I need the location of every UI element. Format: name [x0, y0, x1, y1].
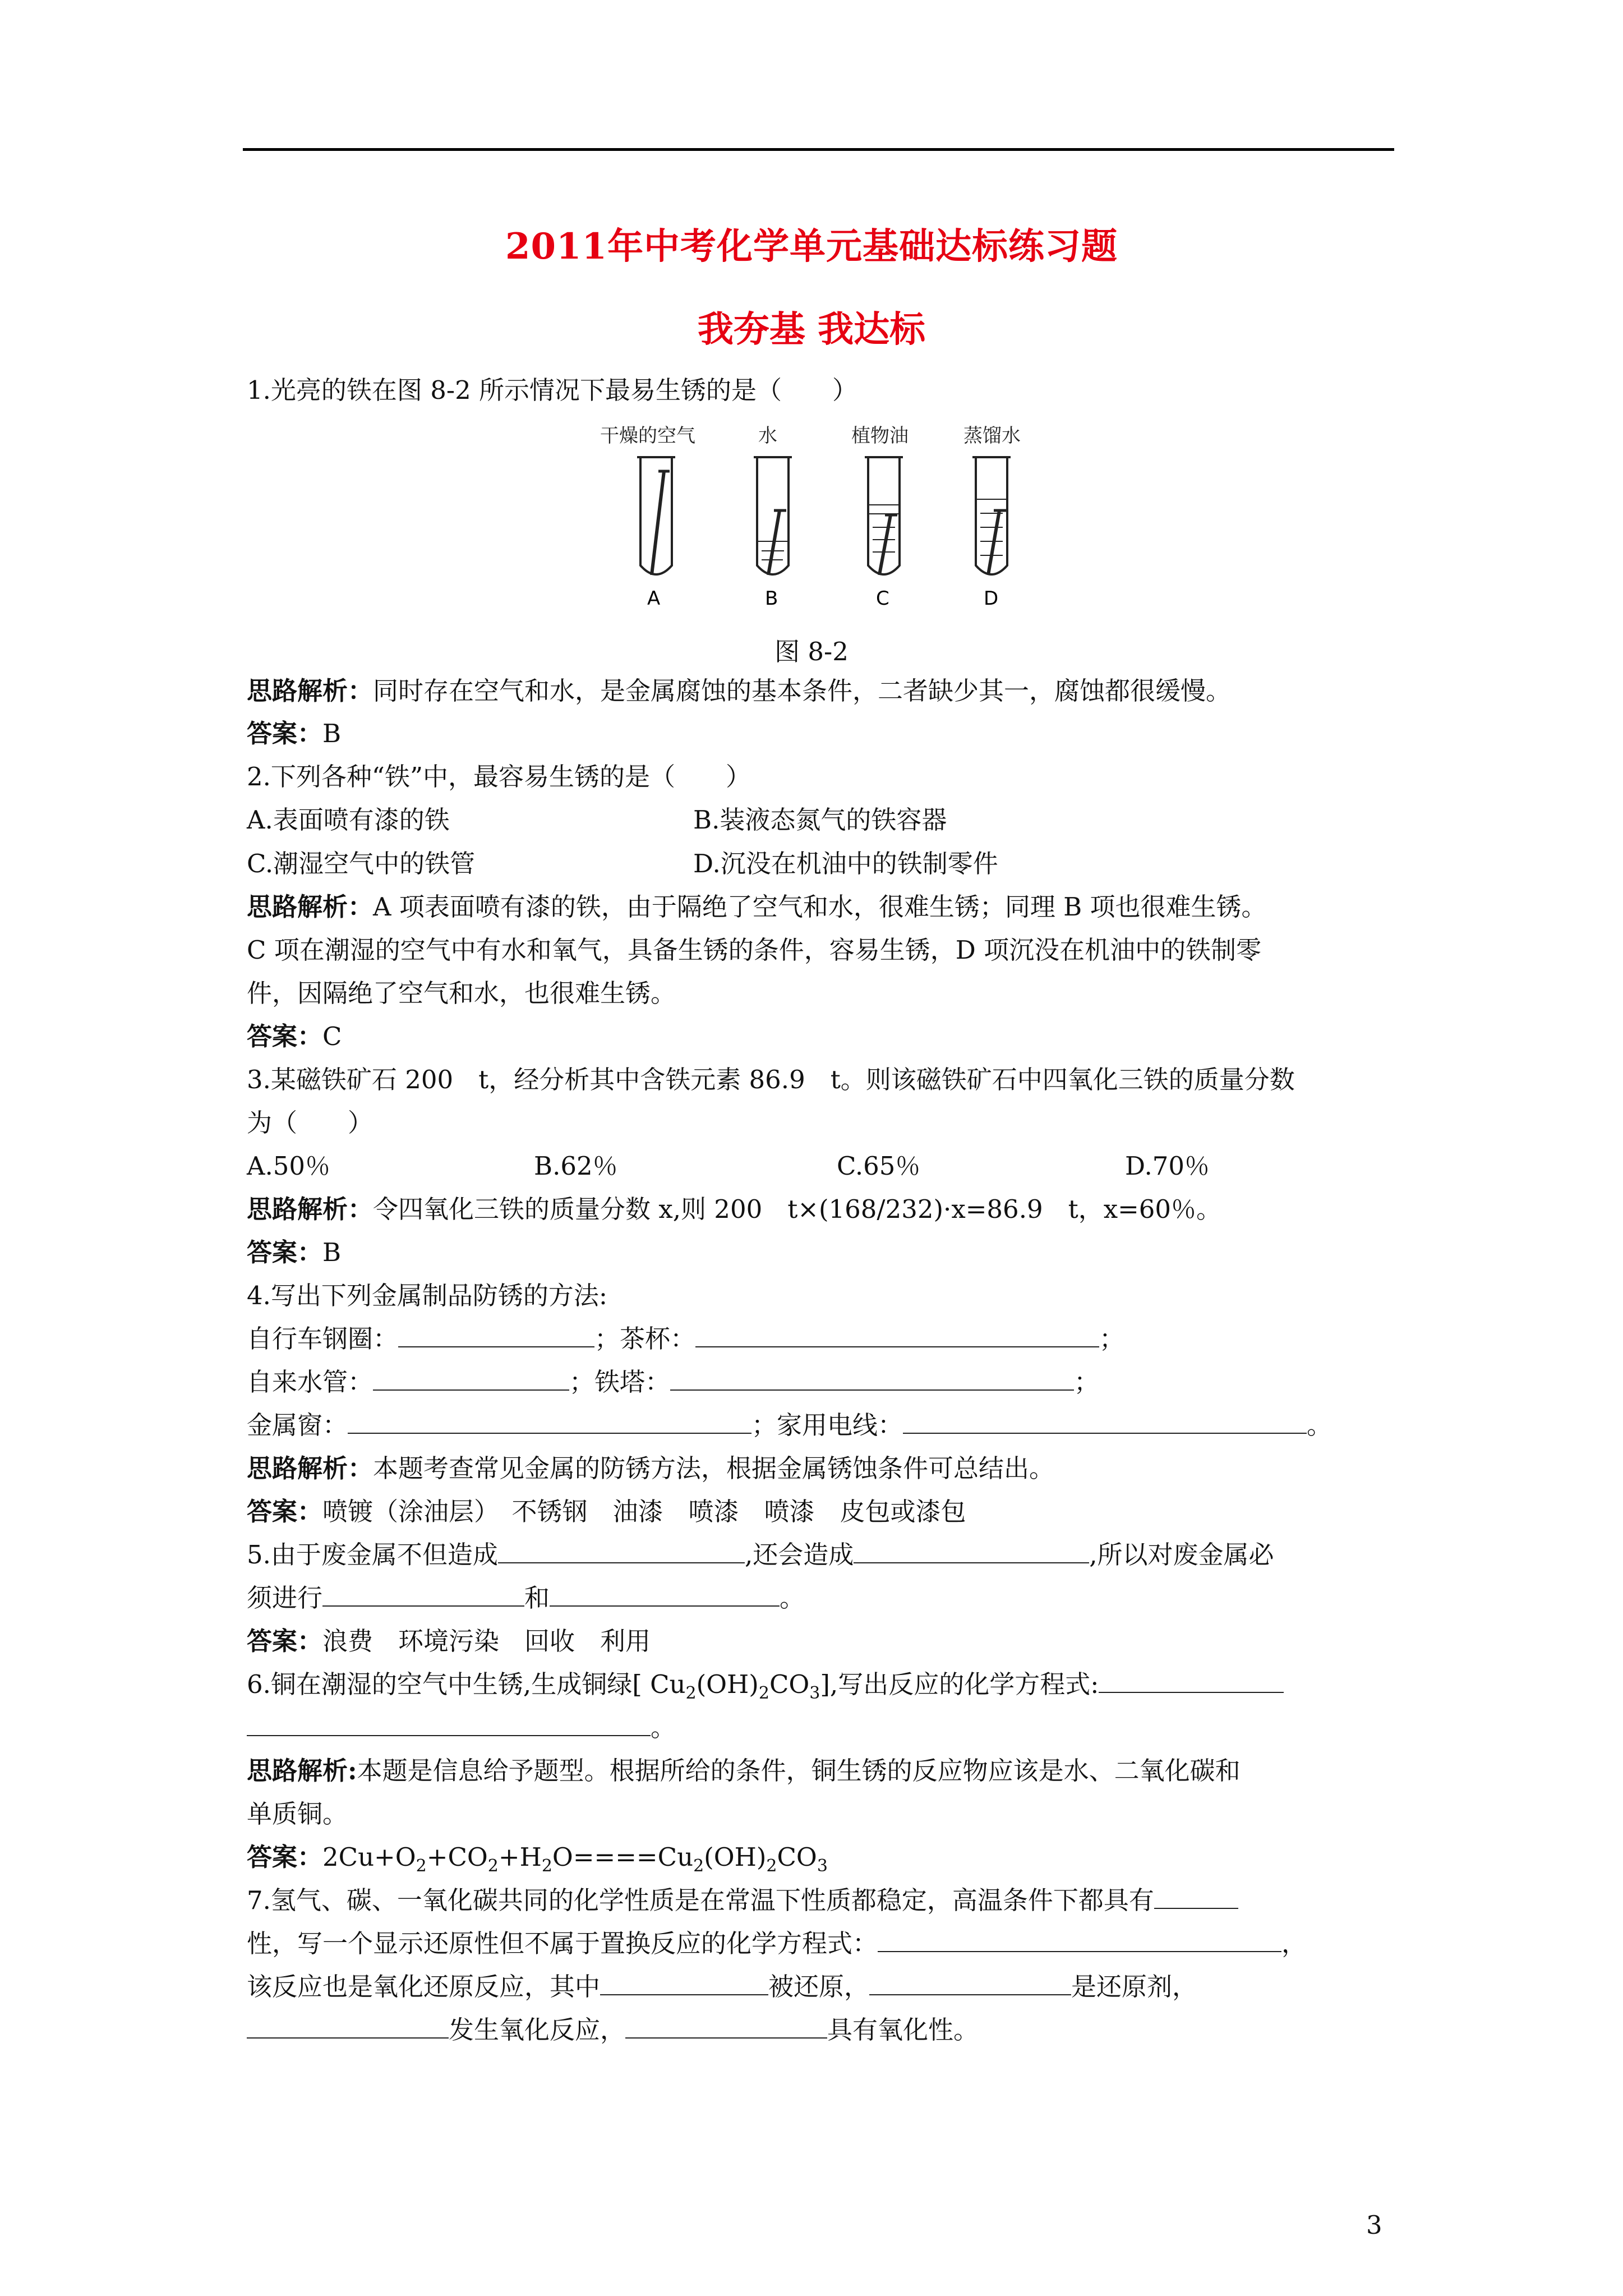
blank [398, 1324, 594, 1347]
q4-stem: 4.写出下列金属制品防锈的方法: [247, 1281, 608, 1310]
blank [348, 1410, 751, 1434]
q3-answer: 答案：B [247, 1237, 342, 1267]
q4-row3: 金属窗： ；家用电线： 。 [247, 1410, 1332, 1440]
q2-analysis-line2: C 项在潮湿的空气中有水和氧气，具备生锈的条件，容易生锈，D 项沉没在机油中的铁制零 [247, 935, 1262, 965]
q2-stem: 2.下列各种“铁”中，最容易生锈的是（ ） [247, 762, 751, 792]
test-tube-a [637, 457, 675, 575]
q5-stem: 5.由于废金属不但造成 ,还会造成 ,所以对废金属必 [247, 1540, 1274, 1570]
q7-line1: 7.氢气、碳、一氧化碳共同的化学性质是在常温下性质都稳定，高温条件下都具有 [247, 1884, 1238, 1917]
blank [903, 1410, 1307, 1434]
q4-analysis: 思路解析：本题考查常见金属的防锈方法，根据金属锈蚀条件可总结出。 [247, 1453, 1055, 1483]
q4-answer: 答案：喷镀（涂油层） 不锈钢 油漆 喷漆 喷漆 皮包或漆包 [247, 1497, 966, 1526]
fig-letter-b: B [765, 587, 778, 610]
q7-line4: 发生氧化反应， 具有氧化性。 [247, 2013, 979, 2047]
q6-stem: 6.铜在潮湿的空气中生锈,生成铜绿[ $Cu_2(OH)_2CO_3$],写出反应的化学方程式: [247, 1668, 1284, 1710]
q5-stem-line2: 须进行 和 。 [247, 1583, 805, 1613]
q3-analysis: 思路解析：令四氧化三铁的质量分数 x,则 200 t×(168/232)·x=86.9 t，x=60％。 [247, 1194, 1222, 1224]
q3-stem: 3.某磁铁矿石 200 t，经分析其中含铁元素 86.9 t。则该磁铁矿石中四氧化三铁的质量分数 [247, 1065, 1295, 1094]
q6-analysis: 思路解析:本题是信息给予题型。根据所给的条件，铜生锈的反应物应该是水、二氧化碳和 [247, 1756, 1241, 1786]
q3-option-c: C.65％ [837, 1151, 921, 1181]
blank [1099, 1669, 1284, 1693]
fig-letter-d: D [984, 587, 999, 610]
q1-answer: 答案：B [247, 719, 342, 748]
figure-caption: 图 8-2 [774, 637, 849, 666]
section-subtitle: 我夯基 我达标 [697, 309, 926, 351]
q4-row2: 自来水管： ；铁塔： ； [247, 1367, 1100, 1397]
fig-label-a: 干燥的空气 [600, 425, 695, 447]
fig-label-c: 植物油 [851, 425, 909, 447]
page-title: 2011年中考化学单元基础达标练习题 [505, 226, 1118, 268]
blank [373, 1367, 569, 1391]
blank [854, 1540, 1089, 1563]
q3-stem-line2: 为（ ） [247, 1108, 374, 1138]
blank [625, 2015, 827, 2039]
q2-option-b: B.装液态氮气的铁容器 [693, 805, 947, 835]
blank [670, 1367, 1074, 1391]
q7-line2: 性，写一个显示还原性但不属于置换反应的化学方程式： ， [247, 1929, 1307, 1958]
blank [498, 1540, 745, 1563]
header-rule [243, 148, 1394, 151]
q2-answer: 答案：C [247, 1022, 342, 1051]
q4-row1: 自行车钢圈： ；茶杯： ； [247, 1324, 1125, 1354]
q6-answer: 答案：$2Cu+O_2+CO_2+H_2O====Cu_2(OH)_2CO_3$ [247, 1842, 828, 1876]
blank [550, 1583, 780, 1607]
blank [322, 1583, 524, 1607]
q1-stem: 1.光亮的铁在图 8-2 所示情况下最易生锈的是（ ） [247, 375, 858, 405]
q1-analysis: 思路解析：同时存在空气和水，是金属腐蚀的基本条件，二者缺少其一，腐蚀都很缓慢。 [247, 676, 1232, 706]
page-number: 3 [1366, 2210, 1382, 2240]
test-tube-d [972, 457, 1011, 575]
q7-line3: 该反应也是氧化还原反应，其中 被还原， 是还原剂， [247, 1972, 1198, 2001]
q2-option-d: D.沉没在机油中的铁制零件 [693, 849, 998, 878]
blank [869, 1972, 1071, 1995]
blank [1154, 1885, 1238, 1909]
fig-label-d: 蒸馏水 [963, 425, 1021, 447]
fig-letter-c: C [876, 587, 889, 610]
blank [600, 1972, 768, 1995]
blank [247, 2015, 449, 2039]
q5-answer: 答案：浪费 环境污染 回收 利用 [247, 1626, 651, 1656]
q3-option-a: A.50％ [247, 1151, 331, 1181]
test-tube-figure [589, 415, 1043, 611]
q2-option-c: C.潮湿空气中的铁管 [247, 849, 476, 878]
blank [878, 1929, 1281, 1952]
q6-stem-line2: 。 [247, 1711, 676, 1745]
q3-option-d: D.70％ [1125, 1151, 1210, 1181]
q6-analysis-line2: 单质铜。 [247, 1799, 348, 1829]
q2-analysis-line3: 件，因隔绝了空气和水，也很难生锈。 [247, 978, 676, 1008]
q2-analysis: 思路解析：A 项表面喷有漆的铁，由于隔绝了空气和水，很难生锈；同理 B 项也很难生锈。 [247, 892, 1267, 922]
blank [695, 1324, 1099, 1347]
q2-options-row1: A.表面喷有漆的铁 [247, 805, 450, 835]
test-tube-b [754, 457, 792, 575]
fig-label-b: 水 [758, 425, 777, 447]
test-tube-c [865, 457, 903, 575]
fig-letter-a: A [647, 587, 661, 610]
q3-option-b: B.62％ [534, 1151, 618, 1181]
blank [247, 1713, 651, 1736]
